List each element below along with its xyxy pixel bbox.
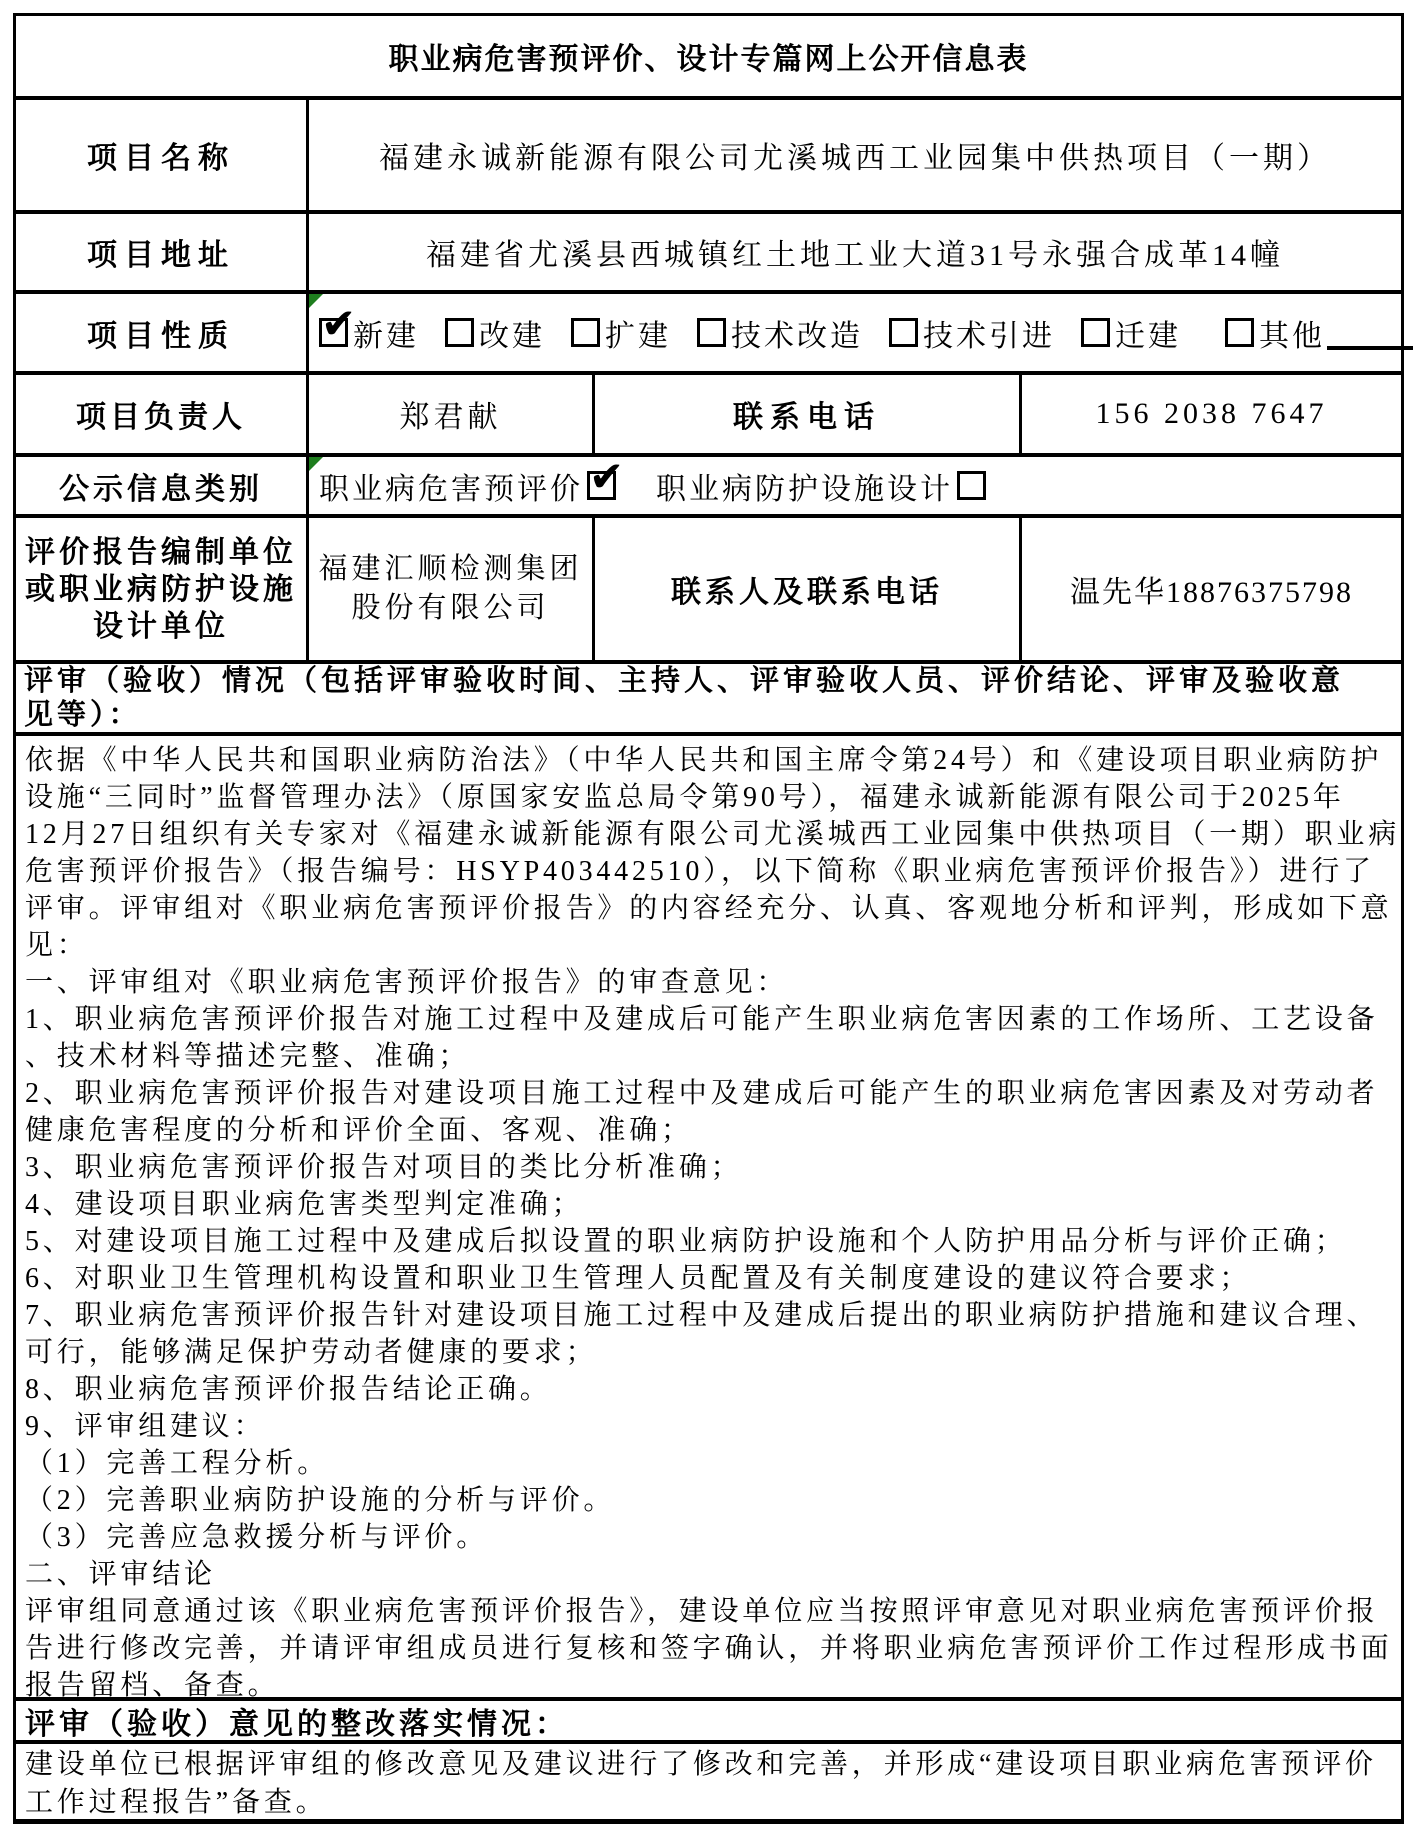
review-body-line: 依据《中华人民共和国职业病防治法》（中华人民共和国主席令第24号）和《建设项目职业病防护 bbox=[25, 745, 1383, 776]
review-body-line: 4、建设项目职业病危害类型判定准确； bbox=[25, 1189, 584, 1220]
checkbox-icon bbox=[1225, 318, 1254, 347]
checkbox-icon bbox=[445, 318, 474, 347]
project-nature-label: 项目性质 bbox=[87, 319, 235, 353]
rectification-header-text: 评审（验收）意见的整改落实情况： bbox=[25, 1707, 569, 1741]
contact-label: 联系人及联系电话 bbox=[592, 518, 1019, 660]
project-address-row bbox=[16, 210, 1401, 290]
option-label: 新建 bbox=[353, 319, 419, 353]
review-body-line: 一、评审组对《职业病危害预评价报告》的审查意见： bbox=[25, 967, 789, 998]
checkbox-icon bbox=[889, 318, 918, 347]
rectification-header-row bbox=[16, 1697, 1401, 1740]
option-label: 迁建 bbox=[1115, 319, 1181, 353]
review-body-line: 二、评审结论 bbox=[25, 1559, 216, 1590]
checkmark-icon: ✔ bbox=[321, 299, 357, 348]
option-label: 技术引进 bbox=[923, 319, 1055, 353]
project-leader-value: 郑君献 bbox=[306, 375, 592, 453]
other-blank-line bbox=[1327, 316, 1413, 350]
option-label: 扩建 bbox=[605, 319, 671, 353]
report-unit-value-line: 福建汇顺检测集团 bbox=[318, 553, 583, 585]
checkbox-icon bbox=[957, 471, 986, 500]
cell-comment-triangle-icon bbox=[309, 457, 323, 471]
review-body-line: 评审。评审组对《职业病危害预评价报告》的内容经充分、认真、客观地分析和评判，形成如下意 bbox=[25, 893, 1393, 924]
review-header-line: 见等）： bbox=[24, 699, 142, 731]
review-body-line: 可行，能够满足保护劳动者健康的要求； bbox=[25, 1337, 598, 1368]
phone-value: 156 2038 7647 bbox=[1019, 375, 1401, 453]
checkbox-icon bbox=[319, 299, 357, 348]
contact-value: 温先华18876375798 bbox=[1019, 518, 1401, 660]
review-body-line: 2、职业病危害预评价报告对建设项目施工过程中及建成后可能产生的职业病危害因素及对劳动者 bbox=[25, 1078, 1379, 1109]
project-leader-row bbox=[16, 371, 1401, 453]
review-header-cell bbox=[16, 664, 1401, 732]
option-new-build bbox=[319, 299, 419, 355]
option-label: 职业病防护设施设计 bbox=[656, 472, 953, 506]
project-address-label: 项目地址 bbox=[87, 239, 235, 272]
review-body-line: 12月27日组织有关专家对《福建永诚新能源有限公司尤溪城西工业园集中供热项目（一期）职业病 bbox=[25, 819, 1401, 850]
project-name-label: 项目名称 bbox=[87, 142, 235, 175]
phone-label: 联系电话 bbox=[592, 375, 1019, 453]
review-body-line: 1、职业病危害预评价报告对施工过程中及建成后可能产生职业病危害因素的工作场所、工艺设备 bbox=[25, 1004, 1379, 1035]
option-relocate bbox=[1081, 311, 1181, 355]
option-tech-upgrade bbox=[697, 311, 863, 355]
review-body-line: 6、对职业卫生管理机构设置和职业卫生管理人员配置及有关制度建设的建议符合要求； bbox=[25, 1263, 1252, 1294]
checkbox-icon bbox=[1081, 318, 1110, 347]
checkbox-icon bbox=[571, 318, 600, 347]
category-value bbox=[306, 452, 1401, 514]
review-body-row bbox=[16, 732, 1401, 1701]
review-body-line: 设施“三同时”监督管理办法》（原国家安监总局令第90号），福建永诚新能源有限公司于2025年 bbox=[25, 782, 1345, 813]
page-title: 职业病危害预评价、设计专篇网上公开信息表 bbox=[388, 43, 1029, 76]
option-label: 技术改造 bbox=[731, 319, 863, 353]
review-body-line: （3）完善应急救援分析与评价。 bbox=[25, 1522, 489, 1553]
review-body-line: 报告留档、备查。 bbox=[25, 1670, 280, 1701]
review-body-line: 健康危害程度的分析和评价全面、客观、准确； bbox=[25, 1115, 693, 1146]
rectification-body-cell bbox=[16, 1744, 1401, 1819]
option-tech-import bbox=[889, 311, 1055, 355]
review-body-line: 危害预评价报告》（报告编号：HSYP403442510），以下简称《职业病危害预评价报告》）进行了 bbox=[25, 856, 1375, 887]
option-label: 其他 bbox=[1259, 319, 1325, 353]
review-body-line: 8、职业病危害预评价报告结论正确。 bbox=[25, 1374, 552, 1405]
review-body-line: 3、职业病危害预评价报告对项目的类比分析准确； bbox=[25, 1152, 743, 1183]
review-body-line: 评审组同意通过该《职业病危害预评价报告》，建设单位应当按照评审意见对职业病危害预评价报 bbox=[25, 1596, 1379, 1627]
report-unit-row bbox=[16, 514, 1401, 660]
report-unit-value bbox=[306, 518, 592, 660]
public-info-category-row bbox=[16, 453, 1401, 514]
review-body-line: （2）完善职业病防护设施的分析与评价。 bbox=[25, 1485, 616, 1516]
rectification-body-line: 建设单位已根据评审组的修改意见及建议进行了修改和完善，并形成“建设项目职业病危害预评价 bbox=[25, 1749, 1377, 1780]
review-body-line: 、技术材料等描述完整、准确； bbox=[25, 1041, 471, 1072]
report-unit-label-line: 评价报告编制单位 bbox=[25, 535, 297, 569]
option-pre-evaluation bbox=[319, 452, 625, 508]
review-body-line: 告进行修改完善，并请评审组成员进行复核和签字确认，并将职业病危害预评价工作过程形成书面 bbox=[25, 1633, 1393, 1664]
nature-options bbox=[319, 299, 1413, 355]
project-nature-value bbox=[306, 294, 1413, 371]
report-unit-value-line: 股份有限公司 bbox=[351, 592, 550, 624]
title-row bbox=[16, 16, 1401, 96]
review-body-line: 9、评审组建议： bbox=[25, 1411, 266, 1442]
option-other bbox=[1225, 311, 1413, 355]
title-cell bbox=[16, 16, 1401, 96]
option-label: 改建 bbox=[479, 319, 545, 353]
report-unit-label bbox=[16, 518, 306, 660]
rectification-body-line: 工作过程报告”备查。 bbox=[25, 1787, 328, 1818]
review-body-line: 5、对建设项目施工过程中及建成后拟设置的职业病防护设施和个人防护用品分析与评价正确； bbox=[25, 1226, 1347, 1257]
public-info-table bbox=[13, 13, 1404, 1824]
checkmark-icon: ✔ bbox=[589, 452, 625, 501]
project-nature-row bbox=[16, 290, 1401, 371]
category-options bbox=[319, 452, 986, 508]
review-body-line: （1）完善工程分析。 bbox=[25, 1448, 330, 1479]
project-leader-label: 项目负责人 bbox=[76, 401, 246, 434]
option-rebuild bbox=[445, 311, 545, 355]
review-body-line: 7、职业病危害预评价报告针对建设项目施工过程中及建成后提出的职业病防护措施和建议合理、 bbox=[25, 1300, 1379, 1331]
checkbox-icon bbox=[587, 452, 625, 501]
review-body-line: 见： bbox=[25, 930, 89, 961]
project-name-row bbox=[16, 96, 1401, 210]
review-header-line: 评审（验收）情况（包括评审验收时间、主持人、评审验收人员、评价结论、评审及验收意 bbox=[24, 665, 1345, 697]
review-body-cell bbox=[16, 736, 1409, 1701]
rectification-body-row bbox=[16, 1740, 1401, 1819]
rectification-header-cell bbox=[16, 1701, 1401, 1740]
project-name-value: 福建永诚新能源有限公司尤溪城西工业园集中供热项目（一期） bbox=[306, 100, 1401, 210]
review-header-row bbox=[16, 660, 1401, 732]
report-unit-label-line: 或职业病防护设施 bbox=[25, 572, 297, 606]
report-unit-label-line: 设计单位 bbox=[93, 609, 229, 643]
option-expand bbox=[571, 311, 671, 355]
option-protection-design bbox=[656, 464, 986, 508]
project-address-value: 福建省尤溪县西城镇红土地工业大道31号永强合成革14幢 bbox=[306, 214, 1401, 290]
checkbox-icon bbox=[697, 318, 726, 347]
category-label: 公示信息类别 bbox=[59, 472, 263, 506]
option-label: 职业病危害预评价 bbox=[319, 472, 583, 506]
